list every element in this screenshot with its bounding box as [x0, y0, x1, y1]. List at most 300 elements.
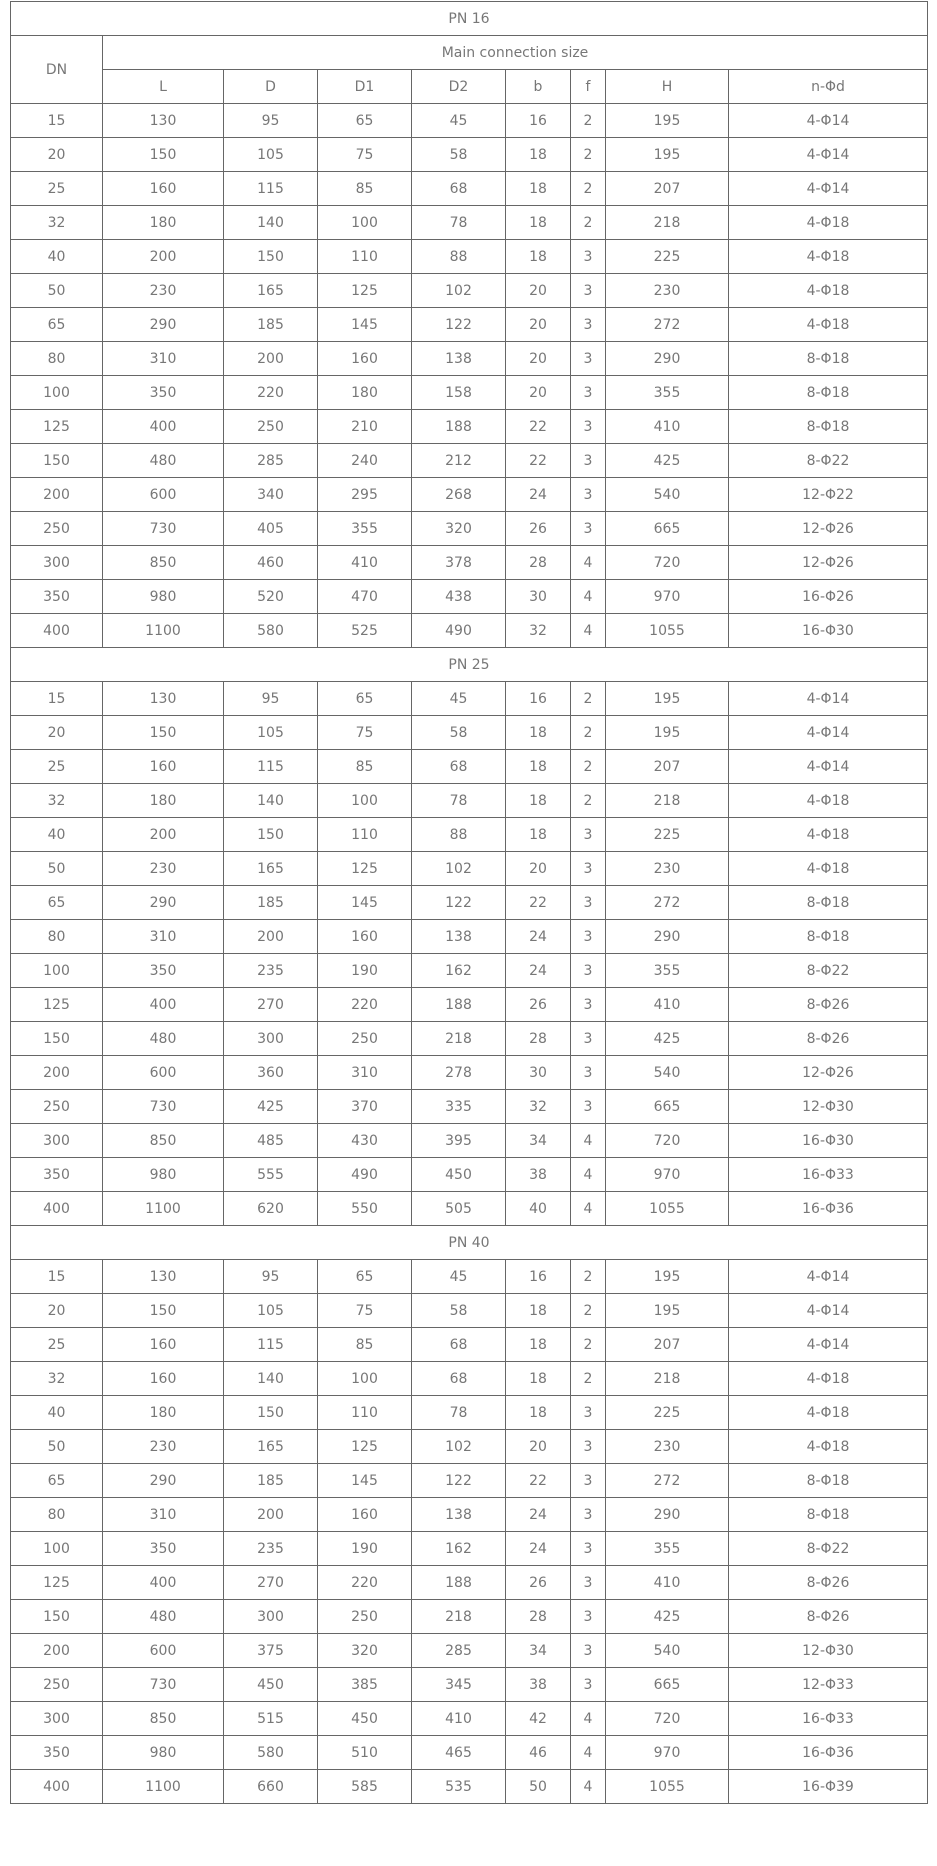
dn-cell: 150	[11, 1022, 103, 1056]
table-cell: 4	[571, 1736, 606, 1770]
table-cell: 480	[103, 444, 224, 478]
dn-cell: 40	[11, 240, 103, 274]
dn-cell: 80	[11, 920, 103, 954]
table-cell: 8-Φ18	[729, 1498, 928, 1532]
table-cell: 95	[224, 1260, 318, 1294]
table-cell: 310	[103, 920, 224, 954]
dn-cell: 200	[11, 1056, 103, 1090]
table-row	[11, 1566, 928, 1600]
table-cell: 18	[506, 206, 571, 240]
table-cell: 18	[506, 1294, 571, 1328]
table-cell: 12-Φ26	[729, 512, 928, 546]
table-cell: 95	[224, 104, 318, 138]
table-cell: 195	[606, 1294, 729, 1328]
table-row	[11, 1668, 928, 1702]
table-cell: 1100	[103, 1770, 224, 1804]
table-cell: 158	[412, 376, 506, 410]
dn-cell: 40	[11, 1396, 103, 1430]
table-cell: 4-Φ18	[729, 1396, 928, 1430]
table-cell: 225	[606, 1396, 729, 1430]
table-cell: 24	[506, 920, 571, 954]
table-cell: 105	[224, 1294, 318, 1328]
table-cell: 68	[412, 172, 506, 206]
table-cell: 218	[606, 206, 729, 240]
table-cell: 8-Φ18	[729, 342, 928, 376]
table-cell: 3	[571, 1056, 606, 1090]
table-cell: 8-Φ26	[729, 988, 928, 1022]
table-cell: 2	[571, 784, 606, 818]
dn-cell: 15	[11, 682, 103, 716]
table-cell: 240	[318, 444, 412, 478]
table-cell: 485	[224, 1124, 318, 1158]
table-cell: 16	[506, 1260, 571, 1294]
table-cell: 95	[224, 682, 318, 716]
table-cell: 115	[224, 750, 318, 784]
table-cell: 180	[318, 376, 412, 410]
table-cell: 355	[318, 512, 412, 546]
table-cell: 4-Φ14	[729, 682, 928, 716]
dn-cell: 250	[11, 1090, 103, 1124]
table-cell: 425	[606, 444, 729, 478]
table-cell: 34	[506, 1124, 571, 1158]
table-row	[11, 1022, 928, 1056]
table-cell: 220	[224, 376, 318, 410]
table-row	[11, 206, 928, 240]
table-cell: 4	[571, 1192, 606, 1226]
table-row	[11, 138, 928, 172]
table-cell: 720	[606, 1124, 729, 1158]
table-cell: 980	[103, 580, 224, 614]
table-cell: 165	[224, 1430, 318, 1464]
table-cell: 85	[318, 1328, 412, 1362]
dn-cell: 150	[11, 1600, 103, 1634]
table-cell: 730	[103, 1090, 224, 1124]
table-cell: 345	[412, 1668, 506, 1702]
table-cell: 580	[224, 1736, 318, 1770]
table-cell: 212	[412, 444, 506, 478]
dn-cell: 350	[11, 1736, 103, 1770]
dn-cell: 20	[11, 716, 103, 750]
table-cell: 2	[571, 172, 606, 206]
table-cell: 290	[606, 342, 729, 376]
table-cell: 220	[318, 1566, 412, 1600]
table-cell: 350	[103, 954, 224, 988]
table-cell: 138	[412, 920, 506, 954]
table-cell: 8-Φ26	[729, 1022, 928, 1056]
table-cell: 600	[103, 1056, 224, 1090]
table-cell: 102	[412, 274, 506, 308]
table-row	[11, 172, 928, 206]
table-cell: 272	[606, 308, 729, 342]
table-cell: 290	[606, 920, 729, 954]
table-cell: 2	[571, 750, 606, 784]
table-cell: 185	[224, 1464, 318, 1498]
table-cell: 4	[571, 1702, 606, 1736]
table-cell: 310	[103, 342, 224, 376]
table-cell: 20	[506, 1430, 571, 1464]
table-cell: 3	[571, 1600, 606, 1634]
table-row	[11, 512, 928, 546]
main-connection-header: Main connection size	[103, 36, 928, 70]
table-cell: 30	[506, 580, 571, 614]
table-cell: 505	[412, 1192, 506, 1226]
table-cell: 3	[571, 308, 606, 342]
table-cell: 3	[571, 376, 606, 410]
table-cell: 1055	[606, 614, 729, 648]
table-cell: 3	[571, 342, 606, 376]
table-cell: 4-Φ18	[729, 308, 928, 342]
table-cell: 150	[103, 716, 224, 750]
table-cell: 165	[224, 852, 318, 886]
table-cell: 160	[318, 1498, 412, 1532]
table-cell: 2	[571, 1260, 606, 1294]
table-cell: 20	[506, 376, 571, 410]
table-row	[11, 886, 928, 920]
dn-cell: 80	[11, 1498, 103, 1532]
section-title-row	[11, 1226, 928, 1260]
table-row	[11, 1702, 928, 1736]
table-cell: 8-Φ18	[729, 1464, 928, 1498]
table-cell: 145	[318, 308, 412, 342]
table-cell: 200	[224, 342, 318, 376]
table-cell: 3	[571, 240, 606, 274]
table-cell: 195	[606, 138, 729, 172]
table-cell: 4-Φ18	[729, 240, 928, 274]
table-cell: 68	[412, 750, 506, 784]
table-cell: 268	[412, 478, 506, 512]
table-cell: 350	[103, 1532, 224, 1566]
table-cell: 195	[606, 1260, 729, 1294]
dn-header: DN	[11, 36, 103, 104]
table-cell: 18	[506, 172, 571, 206]
table-cell: 300	[224, 1600, 318, 1634]
table-row	[11, 1192, 928, 1226]
table-cell: 218	[412, 1022, 506, 1056]
table-cell: 3	[571, 1090, 606, 1124]
table-row	[11, 818, 928, 852]
table-cell: 295	[318, 478, 412, 512]
table-cell: 490	[318, 1158, 412, 1192]
table-cell: 272	[606, 1464, 729, 1498]
dn-cell: 65	[11, 308, 103, 342]
table-cell: 4-Φ18	[729, 818, 928, 852]
table-cell: 665	[606, 1090, 729, 1124]
table-cell: 510	[318, 1736, 412, 1770]
table-cell: 3	[571, 1430, 606, 1464]
table-cell: 138	[412, 342, 506, 376]
table-cell: 16-Φ33	[729, 1158, 928, 1192]
table-row	[11, 308, 928, 342]
table-cell: 320	[412, 512, 506, 546]
table-cell: 4	[571, 1124, 606, 1158]
table-cell: 16-Φ33	[729, 1702, 928, 1736]
table-cell: 310	[103, 1498, 224, 1532]
table-cell: 122	[412, 886, 506, 920]
table-cell: 3	[571, 1634, 606, 1668]
section-title: PN 40	[11, 1226, 928, 1260]
table-cell: 3	[571, 1022, 606, 1056]
table-cell: 18	[506, 750, 571, 784]
table-cell: 12-Φ22	[729, 478, 928, 512]
table-cell: 395	[412, 1124, 506, 1158]
table-cell: 4	[571, 1770, 606, 1804]
table-cell: 3	[571, 818, 606, 852]
table-cell: 375	[224, 1634, 318, 1668]
table-row	[11, 1770, 928, 1804]
table-cell: 278	[412, 1056, 506, 1090]
table-cell: 78	[412, 784, 506, 818]
table-cell: 4-Φ18	[729, 1362, 928, 1396]
table-cell: 8-Φ18	[729, 920, 928, 954]
table-cell: 290	[103, 308, 224, 342]
table-cell: 430	[318, 1124, 412, 1158]
table-cell: 12-Φ30	[729, 1634, 928, 1668]
table-cell: 400	[103, 1566, 224, 1600]
table-cell: 195	[606, 716, 729, 750]
table-cell: 162	[412, 1532, 506, 1566]
table-cell: 130	[103, 104, 224, 138]
table-cell: 400	[103, 988, 224, 1022]
table-row	[11, 1090, 928, 1124]
table-cell: 385	[318, 1668, 412, 1702]
flange-spec-table	[10, 1, 928, 1804]
table-cell: 16	[506, 104, 571, 138]
table-row	[11, 1498, 928, 1532]
dn-cell: 50	[11, 274, 103, 308]
table-cell: 4-Φ14	[729, 104, 928, 138]
dn-cell: 25	[11, 1328, 103, 1362]
section-title-row	[11, 648, 928, 682]
table-cell: 150	[103, 1294, 224, 1328]
table-cell: 12-Φ26	[729, 1056, 928, 1090]
table-cell: 3	[571, 954, 606, 988]
table-cell: 850	[103, 1702, 224, 1736]
table-cell: 200	[103, 240, 224, 274]
table-cell: 188	[412, 1566, 506, 1600]
table-row	[11, 954, 928, 988]
table-cell: 438	[412, 580, 506, 614]
dn-cell: 400	[11, 1192, 103, 1226]
table-cell: 150	[224, 240, 318, 274]
table-cell: 65	[318, 682, 412, 716]
table-cell: 58	[412, 1294, 506, 1328]
table-cell: 980	[103, 1736, 224, 1770]
table-cell: 410	[606, 410, 729, 444]
table-cell: 230	[606, 852, 729, 886]
table-cell: 230	[606, 274, 729, 308]
table-cell: 470	[318, 580, 412, 614]
column-header: D	[224, 70, 318, 104]
table-cell: 26	[506, 512, 571, 546]
table-cell: 58	[412, 716, 506, 750]
table-cell: 160	[103, 1328, 224, 1362]
table-cell: 4-Φ18	[729, 274, 928, 308]
table-cell: 125	[318, 274, 412, 308]
table-cell: 285	[412, 1634, 506, 1668]
table-cell: 207	[606, 172, 729, 206]
dn-cell: 25	[11, 750, 103, 784]
table-cell: 16	[506, 682, 571, 716]
dn-cell: 150	[11, 444, 103, 478]
table-row	[11, 1430, 928, 1464]
table-cell: 3	[571, 410, 606, 444]
table-cell: 207	[606, 1328, 729, 1362]
table-cell: 980	[103, 1158, 224, 1192]
column-header: f	[571, 70, 606, 104]
table-cell: 50	[506, 1770, 571, 1804]
table-row	[11, 1056, 928, 1090]
table-row	[11, 920, 928, 954]
table-row	[11, 1294, 928, 1328]
table-cell: 850	[103, 1124, 224, 1158]
table-cell: 1055	[606, 1770, 729, 1804]
table-cell: 490	[412, 614, 506, 648]
table-cell: 730	[103, 512, 224, 546]
table-cell: 2	[571, 1328, 606, 1362]
table-cell: 4-Φ18	[729, 206, 928, 240]
dn-cell: 40	[11, 818, 103, 852]
dn-cell: 32	[11, 206, 103, 240]
table-cell: 26	[506, 988, 571, 1022]
table-cell: 3	[571, 1532, 606, 1566]
column-header: n-Φd	[729, 70, 928, 104]
table-cell: 480	[103, 1600, 224, 1634]
table-row	[11, 240, 928, 274]
table-cell: 145	[318, 1464, 412, 1498]
table-cell: 970	[606, 580, 729, 614]
table-cell: 110	[318, 818, 412, 852]
table-cell: 285	[224, 444, 318, 478]
table-cell: 410	[606, 1566, 729, 1600]
table-cell: 4-Φ14	[729, 172, 928, 206]
table-cell: 410	[318, 546, 412, 580]
table-cell: 720	[606, 1702, 729, 1736]
table-cell: 230	[103, 852, 224, 886]
table-cell: 65	[318, 1260, 412, 1294]
table-cell: 225	[606, 818, 729, 852]
table-cell: 16-Φ36	[729, 1192, 928, 1226]
table-row	[11, 852, 928, 886]
table-cell: 555	[224, 1158, 318, 1192]
dn-cell: 200	[11, 1634, 103, 1668]
table-row	[11, 784, 928, 818]
column-header: L	[103, 70, 224, 104]
table-cell: 520	[224, 580, 318, 614]
column-header: b	[506, 70, 571, 104]
table-cell: 4	[571, 614, 606, 648]
table-row	[11, 1532, 928, 1566]
table-cell: 75	[318, 1294, 412, 1328]
table-cell: 115	[224, 172, 318, 206]
table-cell: 85	[318, 750, 412, 784]
table-wrapper	[10, 1, 927, 1804]
table-cell: 18	[506, 716, 571, 750]
table-cell: 138	[412, 1498, 506, 1532]
table-cell: 620	[224, 1192, 318, 1226]
table-cell: 540	[606, 1056, 729, 1090]
section-title-row	[11, 2, 928, 36]
table-cell: 88	[412, 240, 506, 274]
table-cell: 165	[224, 274, 318, 308]
section-title: PN 16	[11, 2, 928, 36]
table-row	[11, 750, 928, 784]
dn-cell: 80	[11, 342, 103, 376]
table-cell: 8-Φ22	[729, 954, 928, 988]
dn-cell: 300	[11, 1702, 103, 1736]
dn-cell: 65	[11, 1464, 103, 1498]
table-cell: 360	[224, 1056, 318, 1090]
table-cell: 4-Φ18	[729, 784, 928, 818]
table-cell: 130	[103, 682, 224, 716]
table-row	[11, 1634, 928, 1668]
table-cell: 2	[571, 138, 606, 172]
table-cell: 4-Φ14	[729, 138, 928, 172]
table-cell: 355	[606, 954, 729, 988]
table-cell: 272	[606, 886, 729, 920]
table-cell: 28	[506, 546, 571, 580]
table-cell: 2	[571, 1362, 606, 1396]
dn-cell: 20	[11, 138, 103, 172]
table-cell: 535	[412, 1770, 506, 1804]
table-cell: 3	[571, 886, 606, 920]
table-cell: 230	[103, 274, 224, 308]
table-cell: 110	[318, 1396, 412, 1430]
table-cell: 1100	[103, 1192, 224, 1226]
dn-cell: 50	[11, 1430, 103, 1464]
table-cell: 550	[318, 1192, 412, 1226]
table-cell: 480	[103, 1022, 224, 1056]
dn-cell: 100	[11, 376, 103, 410]
table-cell: 65	[318, 104, 412, 138]
table-row	[11, 546, 928, 580]
column-header: D1	[318, 70, 412, 104]
table-cell: 18	[506, 1362, 571, 1396]
table-cell: 720	[606, 546, 729, 580]
table-cell: 105	[224, 716, 318, 750]
table-cell: 18	[506, 1396, 571, 1430]
table-cell: 1100	[103, 614, 224, 648]
table-cell: 540	[606, 1634, 729, 1668]
table-cell: 4-Φ14	[729, 1294, 928, 1328]
table-cell: 18	[506, 138, 571, 172]
table-cell: 1055	[606, 1192, 729, 1226]
table-cell: 250	[224, 410, 318, 444]
table-cell: 24	[506, 1498, 571, 1532]
table-cell: 425	[224, 1090, 318, 1124]
table-cell: 100	[318, 784, 412, 818]
table-cell: 38	[506, 1158, 571, 1192]
header-row	[11, 36, 928, 70]
table-cell: 970	[606, 1736, 729, 1770]
table-cell: 290	[103, 886, 224, 920]
table-cell: 450	[318, 1702, 412, 1736]
table-cell: 410	[606, 988, 729, 1022]
table-cell: 16-Φ30	[729, 1124, 928, 1158]
table-cell: 460	[224, 546, 318, 580]
dn-cell: 350	[11, 1158, 103, 1192]
table-cell: 3	[571, 920, 606, 954]
table-cell: 8-Φ26	[729, 1566, 928, 1600]
table-row	[11, 410, 928, 444]
table-cell: 355	[606, 1532, 729, 1566]
table-cell: 8-Φ18	[729, 886, 928, 920]
table-cell: 730	[103, 1668, 224, 1702]
table-cell: 270	[224, 988, 318, 1022]
dn-cell: 300	[11, 546, 103, 580]
table-cell: 290	[606, 1498, 729, 1532]
table-row	[11, 1736, 928, 1770]
table-cell: 180	[103, 206, 224, 240]
